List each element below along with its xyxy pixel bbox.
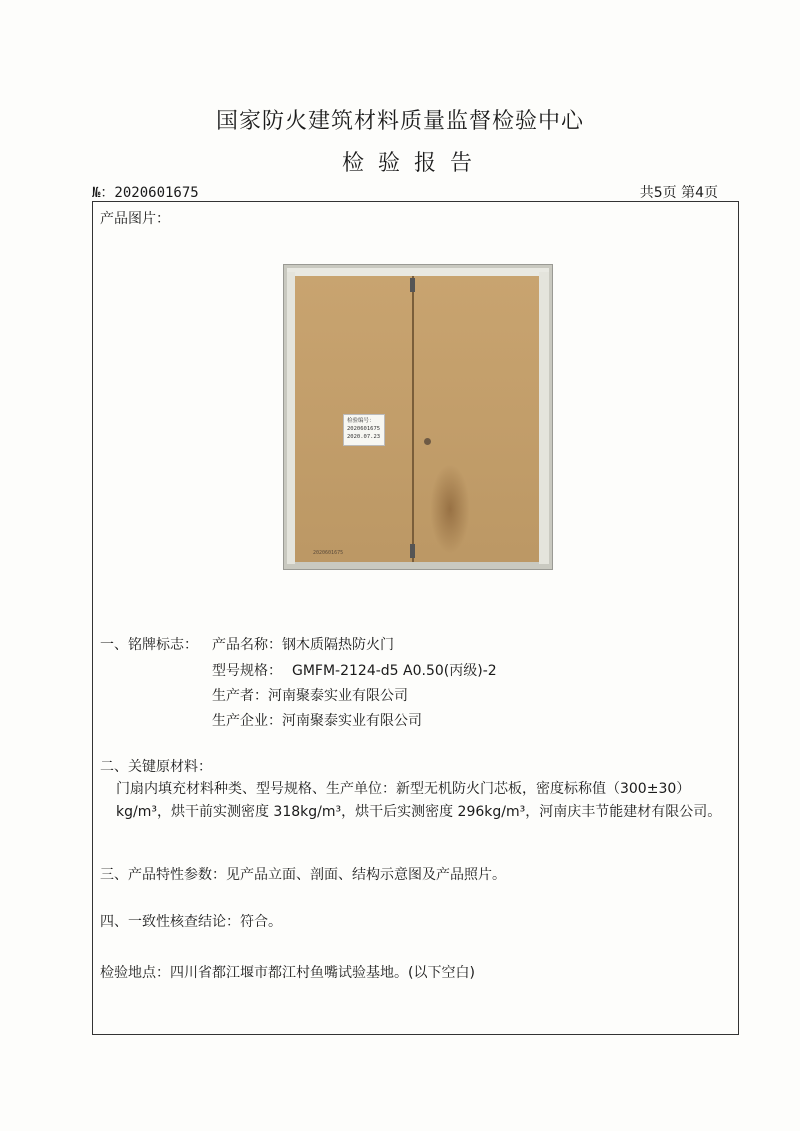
- sticker-line-2: 2020601675: [347, 426, 381, 432]
- model-label: 型号规格：: [212, 663, 282, 679]
- sticker-line-3: 2020.07.23: [347, 434, 381, 440]
- section1-heading: 一、铭牌标志：: [100, 637, 198, 653]
- producer-label: 生产者：: [212, 688, 268, 704]
- door-knob: [424, 438, 431, 445]
- hinge-bottom: [410, 544, 415, 558]
- door-frame-top: [287, 268, 549, 276]
- product-name-label: 产品名称：: [212, 637, 282, 653]
- pencil-mark: 2020601675: [313, 550, 344, 556]
- product-photo: [283, 264, 553, 570]
- door-frame-right: [539, 272, 549, 564]
- section3-text: 三、产品特性参数：见产品立面、剖面、结构示意图及产品照片。: [100, 867, 506, 883]
- water-stain: [430, 464, 470, 554]
- product-name-value: 钢木质隔热防火门: [282, 637, 394, 653]
- enterprise-value: 河南聚泰实业有限公司: [282, 713, 422, 729]
- section4-text: 四、一致性核查结论：符合。: [100, 914, 282, 930]
- producer-value: 河南聚泰实业有限公司: [268, 688, 408, 704]
- report-subtitle: 检验报告: [341, 151, 486, 176]
- page-count: 共5页 第4页: [639, 185, 718, 201]
- page-title: 国家防火建筑材料质量监督检验中心: [215, 109, 584, 134]
- section2-body: 门扇内填充材料种类、型号规格、生产单位：新型无机防火门芯板，密度标称值（300±30）kg/m³，烘干前实测密度 318kg/m³，烘干后实测密度 296kg/m³，河南庆丰节能建材有限公司。: [116, 781, 722, 820]
- section2-heading: 二、关键原材料：: [100, 759, 212, 775]
- door-seam: [412, 276, 414, 562]
- report-number: №：2020601675: [92, 185, 199, 201]
- photo-label: 产品图片：: [100, 211, 170, 227]
- enterprise-label: 生产企业：: [212, 713, 282, 729]
- sticker-line-1: 检验编号：: [347, 418, 375, 424]
- door-frame-left: [287, 272, 295, 564]
- section5-text: 检验地点：四川省都江堰市都江村鱼嘴试验基地。(以下空白): [100, 965, 475, 981]
- hinge-top: [410, 278, 415, 292]
- model-value: GMFM-2124-d5 A0.50(丙级)-2: [292, 663, 497, 679]
- sample-sticker: [343, 414, 385, 446]
